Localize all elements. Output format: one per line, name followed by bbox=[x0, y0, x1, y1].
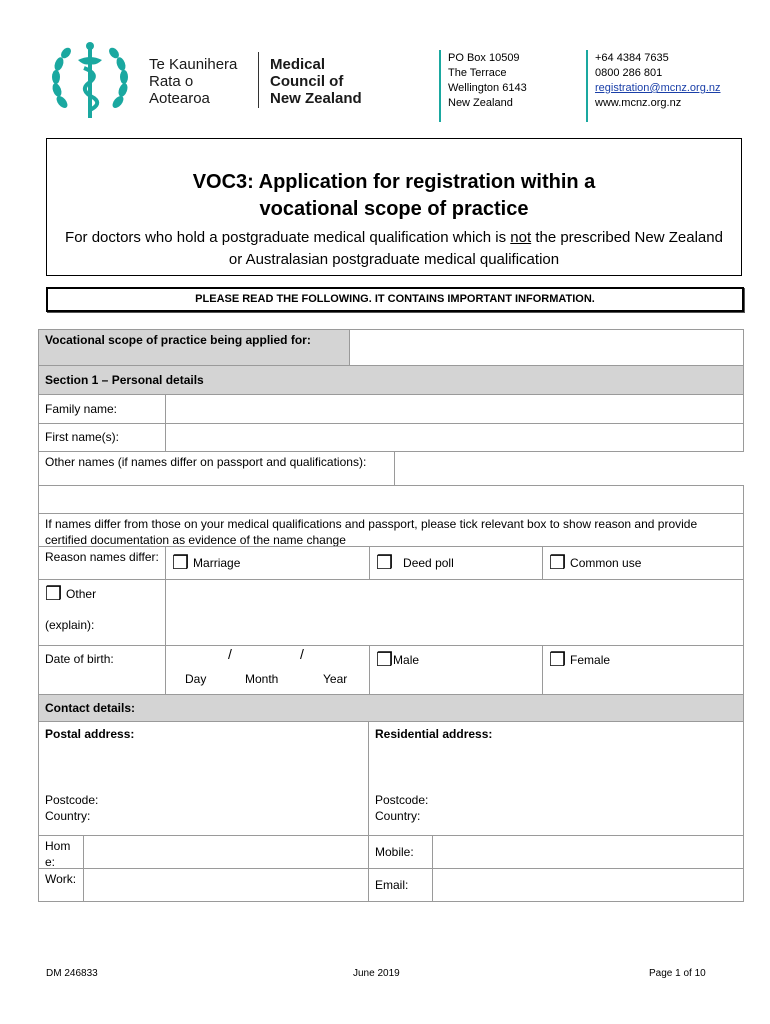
option-label: Other bbox=[66, 587, 97, 601]
subtitle-text: For doctors who hold a postgraduate medical qualification which is bbox=[65, 229, 511, 246]
contact-details-header: Contact details: bbox=[38, 694, 744, 722]
dob-separator: / bbox=[300, 646, 304, 662]
dob-year-label: Year bbox=[323, 672, 348, 686]
postal-address-cell[interactable] bbox=[38, 721, 369, 836]
other-reason-cell[interactable] bbox=[38, 579, 166, 646]
checkbox-icon[interactable]: ❒ bbox=[549, 650, 567, 671]
names-differ-note: If names differ from those on your medical qualifications and passport, please tick relevant box to show reason and provide certified documentation as evidence of the name change bbox=[38, 513, 744, 547]
home-phone-label: Home: bbox=[38, 835, 84, 869]
checkbox-icon[interactable]: ❒ bbox=[376, 650, 394, 671]
org-maori-line: Aotearoa bbox=[149, 90, 210, 107]
org-name-english bbox=[270, 56, 362, 107]
checkbox-icon[interactable]: ❒ bbox=[376, 553, 394, 574]
option-label: Marriage bbox=[193, 556, 241, 570]
other-names-input[interactable] bbox=[38, 485, 744, 514]
male-checkbox-cell[interactable] bbox=[369, 645, 543, 695]
option-label: Female bbox=[570, 653, 611, 667]
document-date: June 2019 bbox=[353, 968, 400, 979]
common-use-checkbox-cell[interactable] bbox=[542, 546, 744, 580]
freephone-number: 0800 286 801 bbox=[595, 67, 663, 79]
work-phone-label: Work: bbox=[38, 868, 84, 902]
dob-separator: / bbox=[228, 646, 232, 662]
scope-input[interactable] bbox=[349, 329, 744, 366]
logo-divider bbox=[258, 52, 259, 108]
deed-poll-checkbox-cell[interactable] bbox=[369, 546, 543, 580]
important-notice: PLEASE READ THE FOLLOWING. IT CONTAINS IMPORTANT INFORMATION. bbox=[46, 287, 744, 312]
title-line: vocational scope of practice bbox=[259, 198, 529, 220]
postcode-label: Postcode: bbox=[45, 793, 99, 807]
country-label: Country: bbox=[375, 809, 421, 823]
org-english-line: Council of bbox=[270, 73, 344, 90]
other-reason-input[interactable] bbox=[165, 579, 744, 646]
residential-address-cell[interactable] bbox=[368, 721, 744, 836]
option-label: Deed poll bbox=[403, 556, 454, 570]
country-label: Country: bbox=[45, 809, 91, 823]
family-name-input[interactable] bbox=[165, 394, 744, 424]
first-names-label: First name(s): bbox=[38, 423, 166, 452]
org-maori-line: Te Kaunihera bbox=[149, 56, 238, 73]
dob-month-label: Month bbox=[245, 672, 279, 686]
checkbox-icon[interactable]: ❒ bbox=[45, 584, 63, 605]
option-label: Male bbox=[393, 653, 420, 667]
family-name-label: Family name: bbox=[38, 394, 166, 424]
personal-details-form bbox=[38, 329, 744, 902]
postal-address-label: Postal address: bbox=[45, 727, 135, 741]
female-checkbox-cell[interactable] bbox=[542, 645, 744, 695]
document-id: DM 246833 bbox=[46, 968, 98, 979]
other-names-label: Other names (if names differ on passport and qualifications): bbox=[38, 451, 395, 486]
contact-accent-bar bbox=[586, 50, 588, 122]
form-subtitle bbox=[47, 227, 741, 271]
postal-address-block bbox=[448, 51, 527, 111]
org-name-maori bbox=[149, 56, 237, 107]
email-link[interactable]: registration@mcnz.org.nz bbox=[595, 82, 721, 94]
org-english-line: New Zealand bbox=[270, 90, 362, 107]
scope-label: Vocational scope of practice being applied for: bbox=[38, 329, 350, 366]
option-label: Common use bbox=[570, 556, 642, 570]
address-line: PO Box 10509 bbox=[448, 52, 520, 64]
first-names-input[interactable] bbox=[165, 423, 744, 452]
subtitle-text: the prescribed New Zealand or Australasian postgraduate medical qualification bbox=[228, 229, 723, 268]
address-line: Wellington 6143 bbox=[448, 82, 527, 94]
dob-input[interactable] bbox=[165, 645, 370, 695]
address-line: The Terrace bbox=[448, 67, 507, 79]
dob-day-label: Day bbox=[185, 672, 207, 686]
checkbox-icon[interactable]: ❒ bbox=[549, 553, 567, 574]
marriage-checkbox-cell[interactable] bbox=[165, 546, 370, 580]
form-title bbox=[47, 169, 741, 223]
dob-label: Date of birth: bbox=[38, 645, 166, 695]
org-english-line: Medical bbox=[270, 56, 326, 73]
email-input[interactable] bbox=[432, 868, 744, 902]
contact-block bbox=[595, 51, 721, 111]
explain-label: (explain): bbox=[45, 618, 95, 632]
phone-number: +64 4384 7635 bbox=[595, 52, 669, 64]
residential-address-label: Residential address: bbox=[375, 727, 493, 741]
address-line: New Zealand bbox=[448, 97, 513, 109]
page-number: Page 1 of 10 bbox=[649, 968, 706, 979]
reason-label: Reason names differ: bbox=[38, 546, 166, 580]
checkbox-icon[interactable]: ❒ bbox=[172, 553, 190, 574]
work-phone-input[interactable] bbox=[83, 868, 369, 902]
email-label: Email: bbox=[368, 868, 433, 902]
mcnz-emblem-logo bbox=[48, 40, 132, 122]
mobile-input[interactable] bbox=[432, 835, 744, 869]
section-1-header: Section 1 – Personal details bbox=[38, 365, 744, 395]
address-accent-bar bbox=[439, 50, 441, 122]
website-link[interactable]: www.mcnz.org.nz bbox=[595, 97, 682, 109]
postcode-label: Postcode: bbox=[375, 793, 429, 807]
mobile-label: Mobile: bbox=[368, 835, 433, 869]
subtitle-emphasis: not bbox=[510, 229, 532, 246]
title-box bbox=[46, 138, 742, 276]
home-phone-input[interactable] bbox=[83, 835, 369, 869]
org-maori-line: Rata o bbox=[149, 73, 194, 90]
title-line: VOC3: Application for registration within a bbox=[192, 171, 596, 193]
